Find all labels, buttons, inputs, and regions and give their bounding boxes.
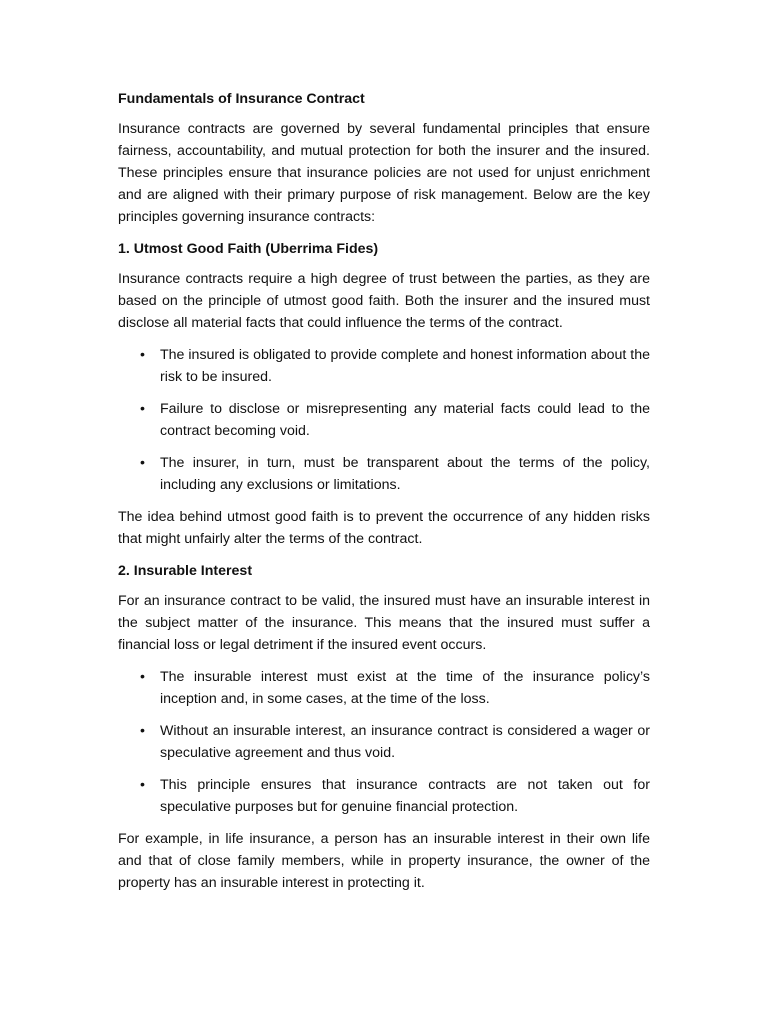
bullet-item: • The insured is obligated to provide complete and honest information about the risk to be insured.	[118, 344, 650, 388]
section-closing-paragraph: For example, in life insurance, a person has an insurable interest in their own life and that of close family members, while in property insurance, the owner of the property has an insurable interest in protecting it.	[118, 831, 650, 891]
section-heading-insurable-interest: 2. Insurable Interest	[118, 563, 253, 579]
intro-paragraph: Insurance contracts are governed by several fundamental principles that ensure fairness, accountability, and mutual protection for both the insurer and the insured. These principles ensure that insurance policies are not used for unjust enrichment and are aligned with their primary purpose of risk management. Below are the key principles governing insurance contracts:	[118, 121, 650, 225]
section-closing-paragraph: The idea behind utmost good faith is to prevent the occurrence of any hidden risks that might unfairly alter the terms of the contract.	[118, 509, 650, 547]
bullet-list	[118, 666, 650, 818]
document-page	[118, 88, 650, 904]
bullet-item: • Failure to disclose or misrepresenting any material facts could lead to the contract becoming void.	[118, 398, 650, 442]
document-title: Fundamentals of Insurance Contract	[118, 91, 365, 107]
bullet-item: • The insurable interest must exist at the time of the insurance policy’s inception and, in some cases, at the time of the loss.	[118, 666, 650, 710]
bullet-list	[118, 344, 650, 496]
bullet-item: • The insurer, in turn, must be transparent about the terms of the policy, including any exclusions or limitations.	[118, 452, 650, 496]
section-paragraph: For an insurance contract to be valid, the insured must have an insurable interest in the subject matter of the insurance. This means that the insured must suffer a financial loss or legal detriment if the insured event occurs.	[118, 593, 650, 653]
bullet-item: • Without an insurable interest, an insurance contract is considered a wager or speculative agreement and thus void.	[118, 720, 650, 764]
bullet-item: • This principle ensures that insurance contracts are not taken out for speculative purposes but for genuine financial protection.	[118, 774, 650, 818]
section-heading-utmost-good-faith: 1. Utmost Good Faith (Uberrima Fides)	[118, 241, 379, 257]
section-paragraph: Insurance contracts require a high degree of trust between the parties, as they are based on the principle of utmost good faith. Both the insurer and the insured must disclose all material facts that could influence the terms of the contract.	[118, 271, 650, 331]
